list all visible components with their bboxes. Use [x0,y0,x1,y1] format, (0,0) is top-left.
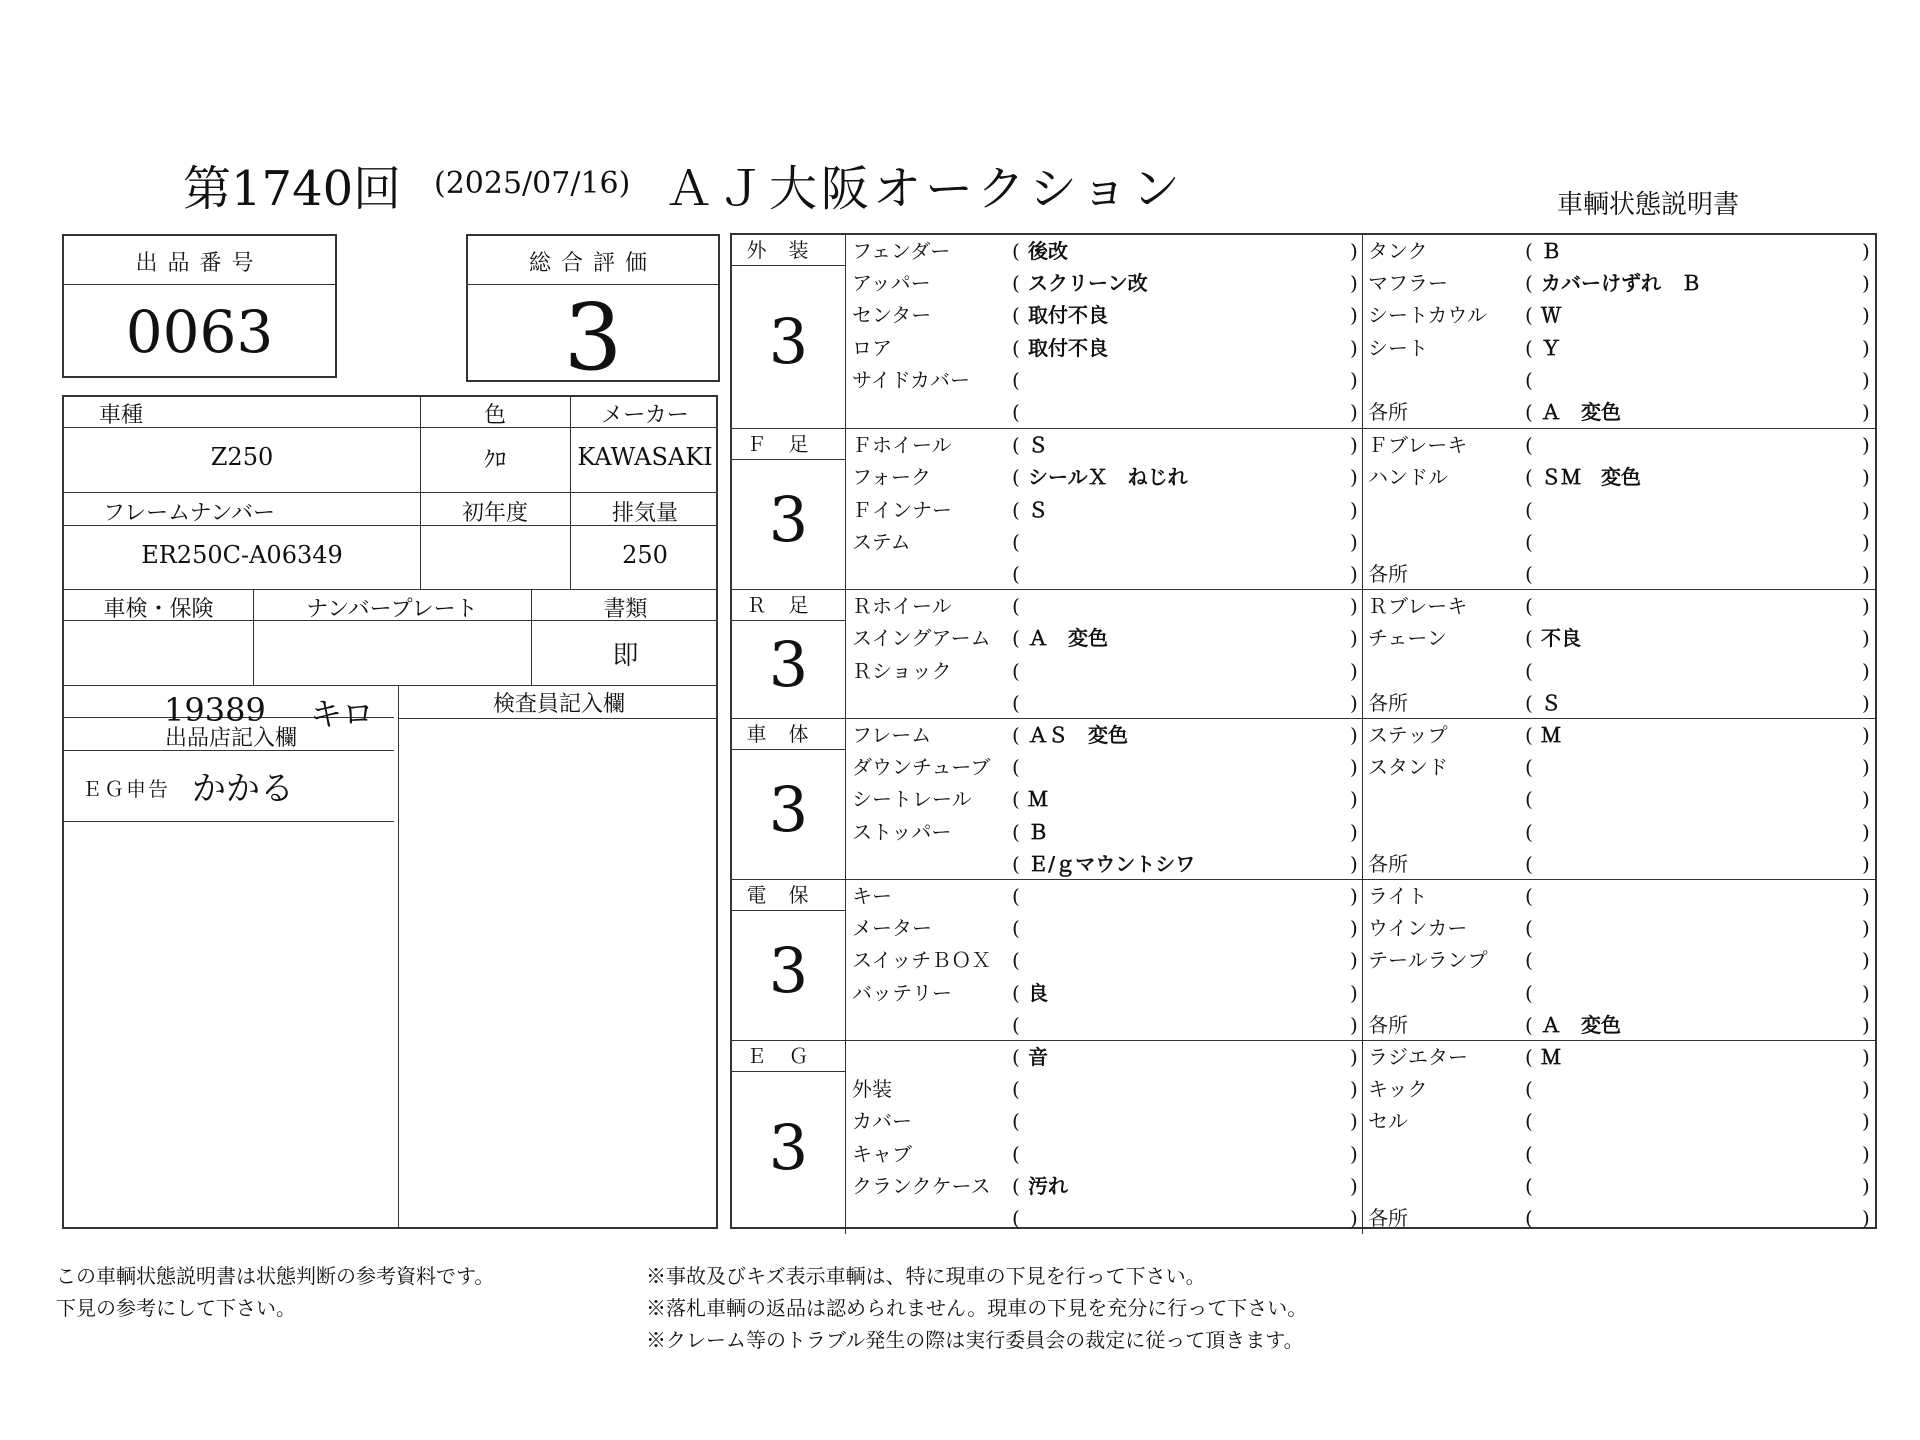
frame-label: フレームナンバー [102,501,276,526]
right-item: 各所 ( ) [1368,1202,1876,1234]
left-item: ( ) [1012,561,1358,586]
item-label: タンク [1368,239,1428,263]
inspection-label: 車検・保険 [103,597,214,622]
right-item: タンク ( Ｂ ) [1368,235,1876,267]
displacement-value: 250 [622,541,668,569]
auction-round: 第1740回 [183,161,402,217]
item-label: 各所 [1368,1206,1408,1230]
item-label: スタンド [1368,755,1448,780]
left-item: ( ) [1012,1206,1358,1230]
item-value: Ｂ [1028,819,1048,844]
listing-number-box [62,234,337,378]
item-label: Ｒブレーキ [1368,594,1468,619]
item-label: Ｒホイール [852,594,952,619]
item-label: クランクケース [852,1173,991,1198]
item-label: ラジエター [1368,1045,1468,1069]
section-4 [732,879,1875,1041]
section-grade: 3 [768,482,809,556]
item-value: Ａ 変色 [1541,400,1621,424]
item-label: ライト [1368,884,1428,908]
auction-date: (2025/07/16) [434,166,631,201]
right-item: キック ( ) [1368,1073,1876,1105]
listing-number: 0063 [125,298,274,366]
section-title: 車体 [732,719,845,750]
left-item: キャブ ( ) [852,1138,1364,1170]
item-label: バッテリー [852,980,952,1005]
right-item: ( ) [1525,819,1870,844]
right-item: ライト ( ) [1368,880,1876,912]
right-item: ステップ ( Ｍ ) [1368,719,1876,751]
item-value: Ｓ [1028,433,1048,458]
item-label: ステム [852,529,911,554]
item-value: Ｍ [1541,723,1561,747]
right-item: Ｒブレーキ ( ) [1368,590,1876,622]
inspector-notes-label: 検査員記入欄 [492,692,625,717]
item-label: サイドカバー [852,367,970,392]
right-item: チェーン ( 不良 ) [1368,622,1876,654]
left-item: シートレール ( Ｍ ) [852,783,1364,815]
item-label: チェーン [1368,626,1447,651]
document-title: 車輌状態説明書 [1557,190,1740,220]
item-label: 各所 [1368,1012,1408,1037]
item-label: テールランプ [1368,948,1488,973]
left-item: ステム ( ) [852,526,1364,558]
section-1 [732,428,1875,590]
shop-notes-label: 出品店記入欄 [164,726,297,751]
left-item: ロア ( 取付不良 ) [852,332,1364,364]
item-label: キー [852,884,892,908]
item-label: ステップ [1368,723,1448,747]
frame-number: ER250C-A06349 [141,541,343,569]
item-label: ダウンチューブ [852,755,991,780]
section-grade: 3 [768,933,809,1007]
item-value: 取付不良 [1028,303,1108,328]
left-item: フォーク ( シールＸ ねじれ ) [852,461,1364,493]
item-value: Ｗ [1541,303,1561,328]
left-item: ( ) [1012,1012,1358,1037]
model-label: 車種 [99,403,144,428]
section-grade: 3 [768,304,809,378]
item-value: 良 [1028,980,1048,1005]
item-value: 後改 [1028,239,1068,263]
documents-value: 即 [612,641,639,671]
left-item: バッテリー ( 良 ) [852,977,1364,1009]
right-item: ( ) [1525,497,1870,522]
right-item: 各所 ( Ｓ ) [1368,687,1876,719]
left-item: ( 音 ) [852,1041,1364,1073]
item-label: フェンダー [852,239,951,263]
item-label: 各所 [1368,690,1408,715]
item-value: Ｍ [1028,787,1048,812]
item-value: Ａ 変色 [1028,626,1108,651]
item-value: 汚れ [1028,1173,1068,1198]
item-label: スイングアーム [852,626,991,651]
right-item: Ｆブレーキ ( ) [1368,429,1876,461]
item-label: キャブ [852,1141,912,1166]
item-label: キック [1368,1077,1428,1102]
item-label: 外装 [852,1077,892,1102]
item-label: ロア [852,335,892,360]
item-value: Ｅ/ｇマウントシワ [1028,851,1196,876]
section-title: 電保 [732,880,845,911]
model-value: Z250 [210,443,274,471]
right-item: 各所 ( ) [1368,848,1876,880]
item-label: ハンドル [1368,465,1448,490]
left-item: カバー ( ) [852,1105,1364,1137]
section-title: Ｆ足 [732,429,845,460]
item-label: アッパー [852,271,931,296]
plate-label: ナンバープレート [306,597,478,622]
item-label: フォーク [852,465,931,490]
left-item: ダウンチューブ ( ) [852,751,1364,783]
left-item: ストッパー ( Ｂ ) [852,816,1364,848]
item-label: 各所 [1368,851,1408,876]
item-label: フレーム [852,723,932,747]
right-item: ハンドル ( ＳＭ 変色 ) [1368,461,1876,493]
item-value: 取付不良 [1028,335,1108,360]
footer-warning-2: ※落札車輌の返品は認められません。現車の下見を充分に行って下さい。 [646,1296,1308,1320]
right-item: シートカウル ( Ｗ ) [1368,299,1876,331]
left-item: スイングアーム ( Ａ 変色 ) [852,622,1364,654]
right-item: 各所 ( Ａ 変色 ) [1368,1009,1876,1041]
right-item: ( ) [1525,658,1870,683]
section-grade: 3 [768,627,809,701]
item-value: カバーけずれ Ｂ [1541,271,1701,296]
item-value: Ｓ [1541,690,1561,715]
item-value: Ｍ [1541,1045,1561,1069]
item-label: ストッパー [852,819,952,844]
item-label: ウインカー [1368,916,1468,941]
right-item: ( ) [1525,529,1870,554]
item-label: シートレール [852,787,972,812]
displacement-label: 排気量 [611,501,678,526]
listing-number-label: 出品番号 [135,251,264,276]
left-item: Ｒホイール ( ) [852,590,1364,622]
footer-note-1: この車輌状態説明書は状態判断の参考資料です。 [56,1264,495,1288]
right-item: ( ) [1525,787,1870,812]
item-value: ＡＳ 変色 [1028,723,1128,747]
left-item: メーター ( ) [852,912,1364,944]
section-grade: 3 [768,1110,809,1184]
item-value: Ｙ [1541,335,1561,360]
documents-label: 書類 [603,597,648,622]
left-item: 外装 ( ) [852,1073,1364,1105]
item-label: マフラー [1368,271,1448,296]
section-0 [732,235,1875,428]
item-label: シート [1368,335,1428,360]
overall-grade-box [466,234,720,391]
item-value: 音 [1028,1045,1048,1069]
right-item: セル ( ) [1368,1105,1876,1137]
section-title: 外装 [732,235,845,266]
auction-name: ＡＪ大阪オークション [665,161,1185,217]
right-item: ( ) [1525,980,1870,1005]
item-label: 各所 [1368,561,1408,586]
right-item: ( ) [1525,367,1870,392]
right-item: 各所 ( Ａ 変色 ) [1368,396,1876,428]
section-title: ＥＧ [732,1041,845,1072]
item-label: センター [852,303,932,328]
footer-warning-3: ※クレーム等のトラブル発生の際は実行委員会の裁定に従って頂きます。 [646,1328,1304,1352]
right-item: シート ( Ｙ ) [1368,332,1876,364]
item-value: スクリーン改 [1028,271,1148,296]
right-item: スタンド ( ) [1368,751,1876,783]
maker-value: KAWASAKI [577,443,713,471]
item-value: ＳＭ 変色 [1541,465,1641,490]
section-title: Ｒ足 [732,590,845,621]
right-item: ( ) [1525,1141,1870,1166]
section-2 [732,589,1875,719]
item-label: Ｆインナー [852,497,952,522]
left-item: フェンダー ( 後改 ) [852,235,1364,267]
left-item: Ｆホイール ( Ｓ ) [852,429,1364,461]
maker-label: メーカー [601,403,689,428]
mileage-value: 19389 [164,691,266,729]
right-item: ラジエター ( Ｍ ) [1368,1041,1876,1073]
overall-grade-label: 総合評価 [528,251,657,276]
left-item: クランクケース ( 汚れ ) [852,1170,1364,1202]
footer-note-2: 下見の参考にして下さい。 [56,1296,296,1320]
item-value: 不良 [1541,626,1581,651]
item-label: カバー [852,1109,912,1134]
section-3 [732,718,1875,880]
item-label: メーター [852,916,932,941]
left-item: アッパー ( スクリーン改 ) [852,267,1364,299]
color-value: ｸﾛ [483,448,506,473]
left-item: サイドカバー ( ) [852,364,1364,396]
item-value: Ｓ [1028,497,1048,522]
section-grade: 3 [768,772,809,846]
item-label: シートカウル [1368,303,1487,328]
item-value: Ｂ [1541,239,1561,263]
left-item: ( ) [1012,400,1358,424]
item-label: Ｒショック [852,658,952,683]
item-label: Ｆブレーキ [1368,433,1468,458]
color-label: 色 [483,403,506,428]
item-value: Ａ 変色 [1541,1012,1621,1037]
eg-declaration-value: かかる [192,769,294,809]
right-item: ウインカー ( ) [1368,912,1876,944]
item-label: Ｆホイール [852,433,952,458]
left-item: センター ( 取付不良 ) [852,299,1364,331]
year-label: 初年度 [461,501,528,526]
section-5 [732,1040,1875,1234]
left-item: フレーム ( ＡＳ 変色 ) [852,719,1364,751]
item-value: シールＸ ねじれ [1028,465,1188,490]
item-label: スイッチＢＯＸ [852,948,992,973]
left-item: キー ( ) [852,880,1364,912]
left-item: スイッチＢＯＸ ( ) [852,944,1364,976]
right-item: 各所 ( ) [1368,558,1876,590]
mileage-unit: キロ [310,695,375,733]
left-item: ( ) [1012,690,1358,715]
right-item: テールランプ ( ) [1368,944,1876,976]
item-label: セル [1368,1109,1408,1134]
footer-warning-1: ※事故及びキズ表示車輌は、特に現車の下見を行って下さい。 [646,1264,1206,1288]
vehicle-info-box [62,395,718,1229]
right-item: マフラー ( カバーけずれ Ｂ ) [1368,267,1876,299]
overall-grade: 3 [563,284,623,391]
left-item: ( Ｅ/ｇマウントシワ ) [852,848,1364,880]
condition-table [730,233,1877,1229]
left-item: Ｒショック ( ) [852,655,1364,687]
left-item: Ｆインナー ( Ｓ ) [852,494,1364,526]
right-item: ( ) [1525,1173,1870,1198]
eg-declaration-label: ＥＧ申告 [82,777,170,801]
item-label: 各所 [1368,400,1408,424]
